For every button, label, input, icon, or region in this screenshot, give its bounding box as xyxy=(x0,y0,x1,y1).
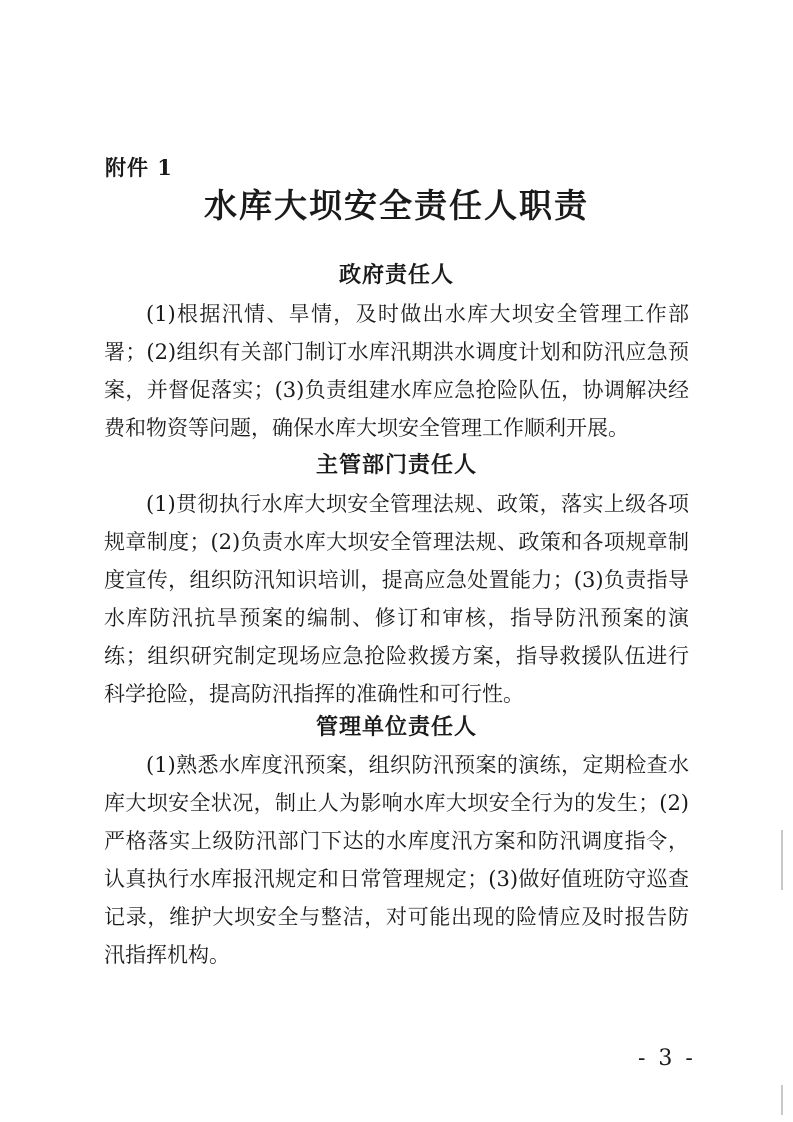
page-number: - 3 - xyxy=(638,1046,696,1071)
scan-edge-mark xyxy=(781,830,783,890)
section-heading-management: 管理单位责任人 xyxy=(315,714,477,740)
section-heading-government: 政府责任人 xyxy=(338,262,454,288)
section-body-management: (1)熟悉水库度汛预案，组织防汛预案的演练，定期检查水库大坝安全状况，制止人为影响水库大坝安全行为的发生；(2)严格落实上级防汛部门下达的水库度汛方案和防汛调度指令，认真执行水库报汛规定和日常管理规定；(3)做好值班防守巡查记录，维护大坝安全与整洁，对可能出现的险情应及时报告防汛指挥机构。 xyxy=(104,753,689,967)
section-body-authority: (1)贯彻执行水库大坝安全管理法规、政策，落实上级各项规章制度；(2)负责水库大坝安全管理法规、政策和各项规章制度宣传，组织防汛知识培训，提高应急处置能力；(3)负责指导水库防汛抗旱预案的编制、修订和审核，指导防汛预案的演练；组织研究制定现场应急抢险救援方案，指导救援队伍进行科学抢险，提高防汛指挥的准确性和可行性。 xyxy=(104,492,689,706)
attachment-label: 附件 1 xyxy=(105,155,173,180)
document-title: 水库大坝安全责任人职责 xyxy=(204,186,589,225)
section-body-government: (1)根据汛情、旱情，及时做出水库大坝安全管理工作部署；(2)组织有关部门制订水库汛期洪水调度计划和防汛应急预案，并督促落实；(3)负责组建水库应急抢险队伍，协调解决经费和物资等问题，确保水库大坝安全管理工作顺利开展。 xyxy=(104,302,689,440)
section-heading-authority: 主管部门责任人 xyxy=(315,452,477,478)
scan-edge-mark xyxy=(781,1085,783,1115)
